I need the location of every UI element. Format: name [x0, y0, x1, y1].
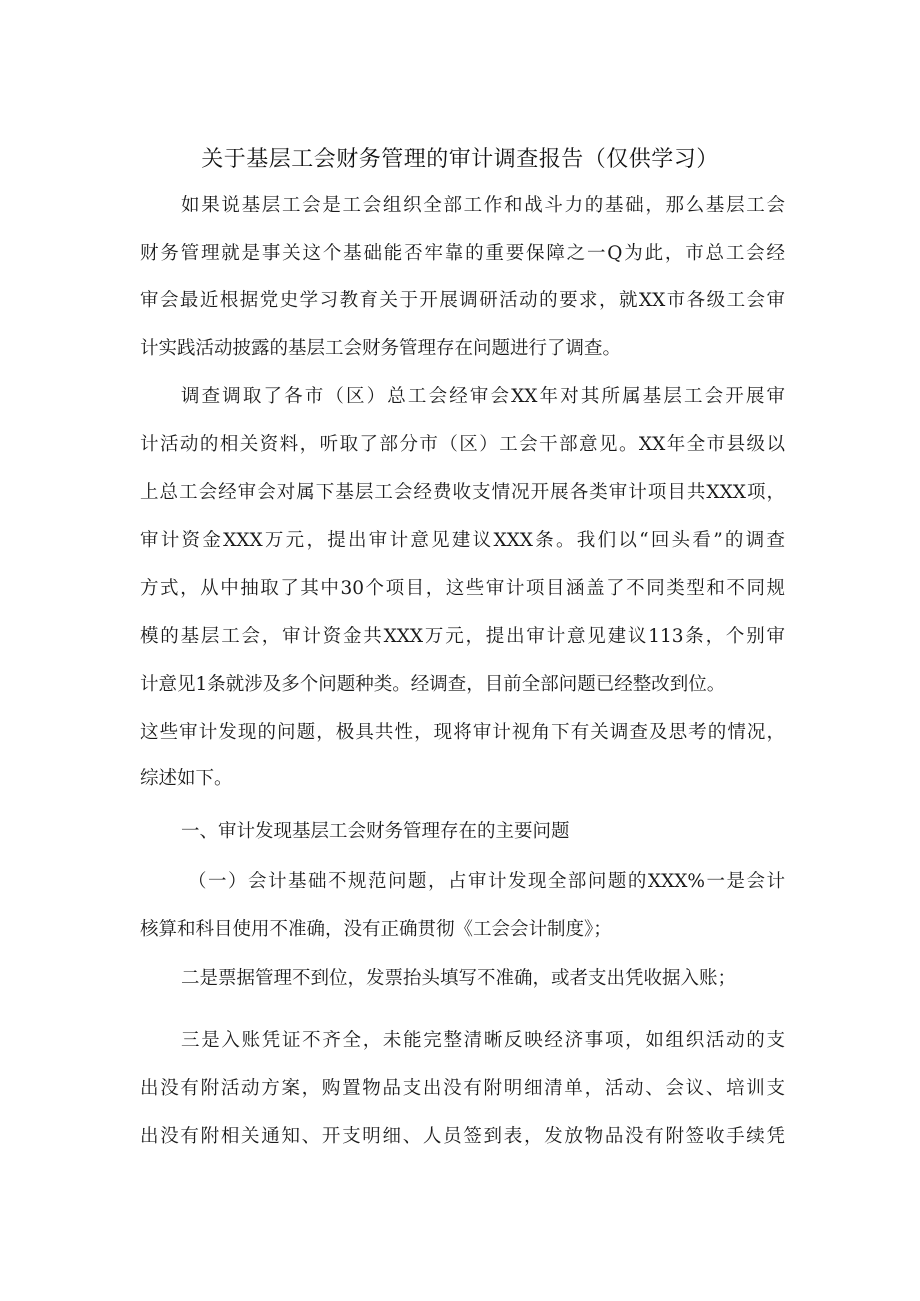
paragraph-line: 计活动的相关资料，听取了部分市（区）工会干部意见。XX年全市县级以	[140, 434, 785, 455]
paragraph-line: 这些审计发现的问题，极具共性，现将审计视角下有关调查及思考的情况，	[140, 722, 785, 743]
paragraph-line: （一）会计基础不规范问题，占审计发现全部问题的XXX%一是会计	[188, 871, 785, 892]
paragraph-line: 三是入账凭证不齐全，未能完整清晰反映经济事项，如组织活动的支	[181, 1030, 785, 1051]
paragraph-line: 审计资金XXX万元，提出审计意见建议XXX条。我们以“回头看”的调查	[140, 530, 785, 551]
paragraph-line: 出没有附活动方案，购置物品支出没有附明细清单，活动、会议、培训支	[140, 1078, 785, 1099]
paragraph-line: 二是票据管理不到位，发票抬头填写不准确，或者支出凭收据入账；	[181, 968, 737, 989]
paragraph-line: 方式，从中抽取了其中30个项目，这些审计项目涵盖了不同类型和不同规	[140, 578, 785, 599]
paragraph-line: 综述如下。	[140, 768, 233, 789]
paragraph-line: 模的基层工会，审计资金共XXX万元，提出审计意见建议113条，个别审	[140, 626, 785, 647]
section-heading: 一、审计发现基层工会财务管理存在的主要问题	[181, 821, 570, 842]
paragraph-line: 调查调取了各市（区）总工会经审会XX年对其所属基层工会开展审	[181, 386, 785, 407]
paragraph-line: 上总工会经审会对属下基层工会经费收支情况开展各类审计项目共XXX项，	[140, 482, 785, 503]
paragraph-line: 核算和科目使用不准确，没有正确贯彻《工会会计制度》；	[140, 919, 612, 940]
paragraph-line: 计意见1条就涉及多个问题种类。经调查，目前全部问题已经整改到位。	[140, 674, 726, 695]
paragraph-line: 如果说基层工会是工会组织全部工作和战斗力的基础，那么基层工会	[181, 195, 785, 216]
paragraph-line: 财务管理就是事关这个基础能否牢靠的重要保障之一Q为此，市总工会经	[140, 243, 785, 264]
paragraph-line: 出没有附相关通知、开支明细、人员签到表，发放物品没有附签收手续凭	[140, 1126, 785, 1147]
document-title: 关于基层工会财务管理的审计调查报告（仅供学习）	[201, 147, 719, 172]
paragraph-line: 计实践活动披露的基层工会财务管理存在问题进行了调查。	[140, 338, 622, 359]
paragraph-line: 审会最近根据党史学习教育关于开展调研活动的要求，就XX市各级工会审	[140, 290, 785, 311]
